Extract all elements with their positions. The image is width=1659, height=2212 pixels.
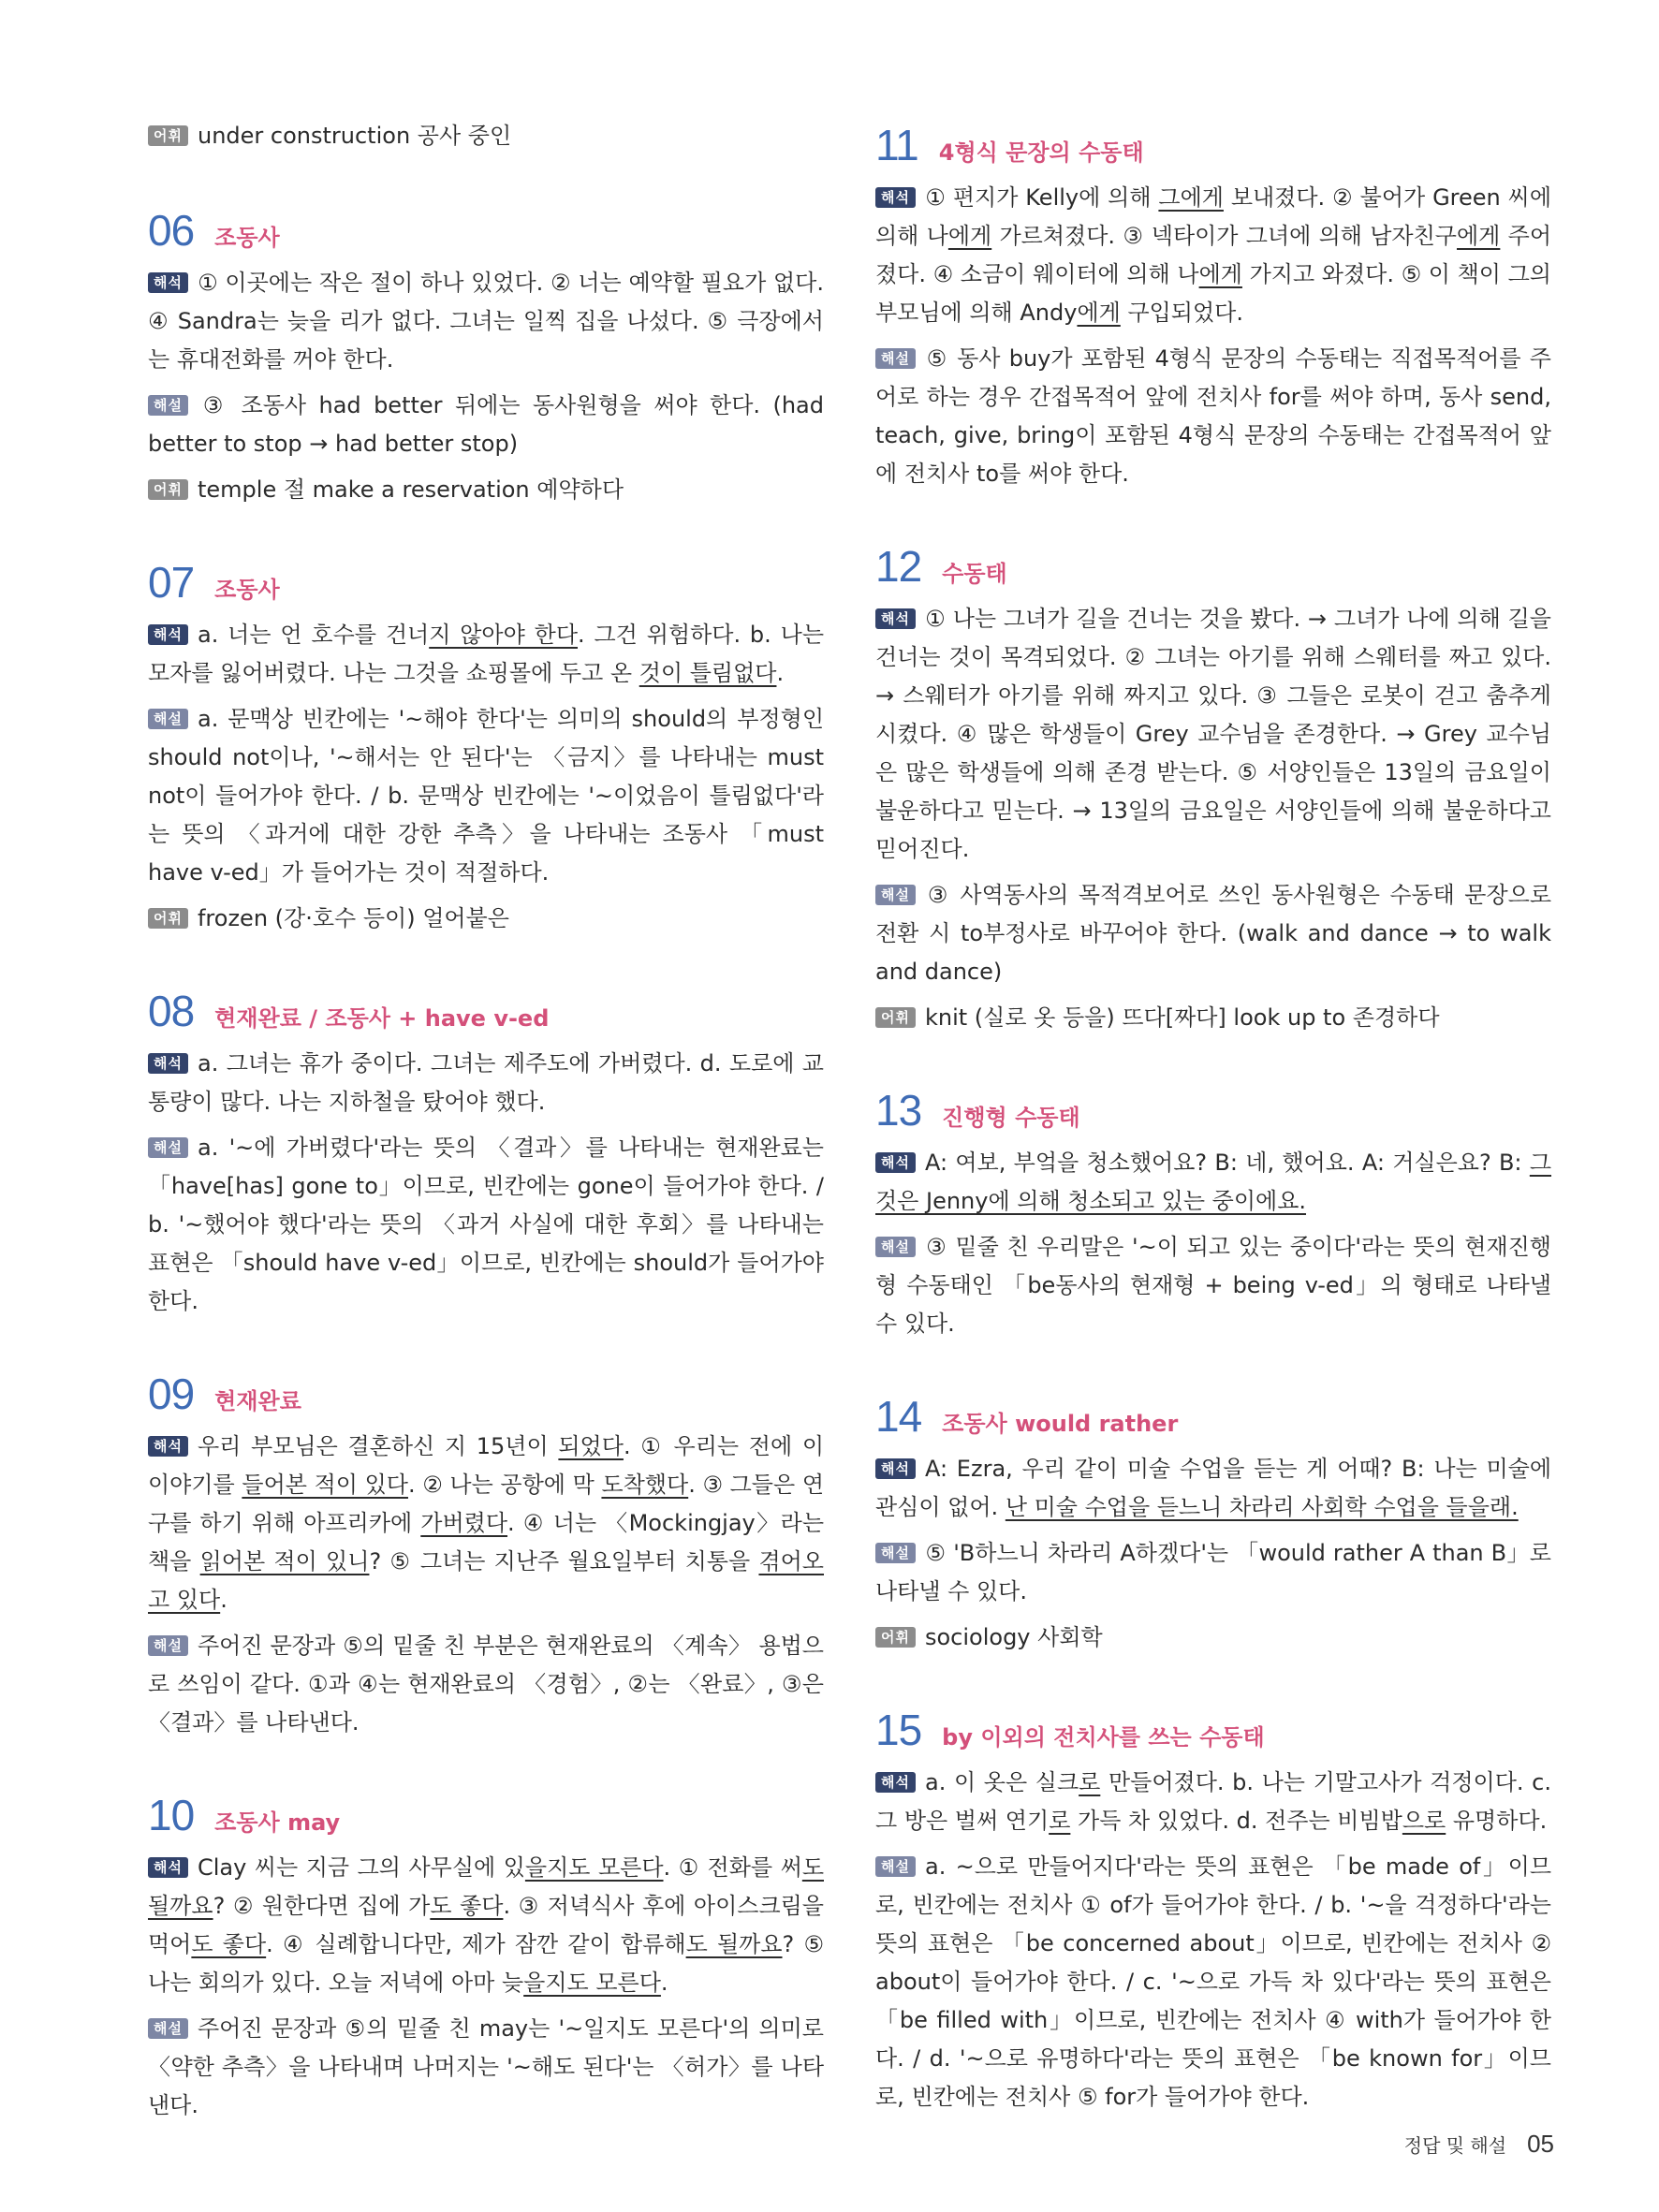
underlined-text: 되었다 bbox=[558, 1433, 624, 1459]
vocab-text: frozen (강·호수 등이) 얼어붙은 bbox=[197, 905, 509, 931]
text: ? ⑤ 그녀는 지난주 월요일부터 치통을 bbox=[369, 1548, 759, 1575]
explanation-text: a. '~에 가버렸다'라는 뜻의 〈결과〉를 나타내는 현재완료는 「have[has] gone to」이므로, 빈칸에는 gone이 들어가야 한다. / b. '~했어야 했다'라는 뜻의 〈과거 사실에 대한 후회〉를 나타내는 표현은 「should have v-ed」이므로, 빈칸에는 should가 들어가야 한다. bbox=[148, 1135, 824, 1314]
vocab-text: temple 절 make a reservation 예약하다 bbox=[197, 476, 624, 503]
explanation-paragraph bbox=[148, 2010, 824, 2125]
section-heading bbox=[875, 1082, 1551, 1138]
section-heading bbox=[148, 983, 824, 1039]
text: 가득 차 있었다. d. 전주는 비빔밥 bbox=[1070, 1808, 1402, 1834]
section-11 bbox=[875, 117, 1551, 493]
translation-paragraph bbox=[875, 1144, 1551, 1221]
explanation-paragraph bbox=[875, 1848, 1551, 2117]
explanation-text: a. ~으로 만들어지다'라는 뜻의 표현은 「be made of」이므로, 빈칸에는 전치사 ① of가 들어가야 한다. / b. '~을 걱정하다'라는 뜻의 표현은 「be concerned about」이므로, 빈칸에는 전치사 ② about이 들어가야 한다. / c. '~으로 가득 차 있다'라는 뜻의 표현은 「be filled with」이므로, 빈칸에는 전치사 ④ with가 들어가야 한다. / d. '~으로 유명하다'라는 뜻의 표현은 「be known for」이므로, 빈칸에는 전치사 ⑤ for가 들어가야 한다. bbox=[875, 1853, 1551, 2110]
translation-paragraph bbox=[875, 1450, 1551, 1527]
explanation-badge: 해설 bbox=[148, 709, 188, 729]
vocab-badge: 어휘 bbox=[875, 1007, 916, 1028]
section-title: by 이외의 전치사를 쓰는 수동태 bbox=[942, 1724, 1265, 1751]
section-10 bbox=[148, 1787, 824, 2125]
explanation-text: ③ 밑줄 친 우리말은 '~이 되고 있는 중이다'라는 뜻의 현재진행형 수동태인 「be동사의 현재형 + being v-ed」의 형태로 나타낼 수 있다. bbox=[875, 1234, 1551, 1337]
underlined-text: 에게 bbox=[1077, 300, 1121, 326]
explanation-text: 주어진 문장과 ⑤의 밑줄 친 may는 '~일지도 모른다'의 의미로 〈약한 추측〉을 나타내며 나머지는 '~해도 된다'는 〈허가〉를 나타낸다. bbox=[148, 2015, 824, 2118]
underlined-text: 겪어오고 있다 bbox=[148, 1548, 824, 1613]
vocab-paragraph bbox=[148, 900, 824, 938]
section-title: 진행형 수동태 bbox=[942, 1105, 1080, 1131]
explanation-paragraph bbox=[148, 1627, 824, 1742]
section-title: 조동사 would rather bbox=[942, 1411, 1179, 1437]
translation-badge: 해석 bbox=[148, 1053, 188, 1074]
explanation-paragraph bbox=[148, 700, 824, 892]
section-number: 14 bbox=[875, 1392, 922, 1441]
text: . 그건 위험하다. b. 나는 모자를 잃어버렸다. 나는 그것을 쇼핑몰에 두고 온 bbox=[148, 622, 825, 686]
underlined-text: 에게 bbox=[1198, 261, 1242, 287]
explanation-paragraph bbox=[875, 1228, 1551, 1343]
section-07 bbox=[148, 554, 824, 938]
text: 가르쳐졌다. ③ 넥타이가 그녀에 의해 남자친구 bbox=[991, 223, 1457, 249]
translation-badge: 해석 bbox=[875, 1458, 916, 1479]
section-14 bbox=[875, 1388, 1551, 1657]
page-number: 05 bbox=[1527, 2130, 1554, 2158]
vocab-badge: 어휘 bbox=[148, 125, 188, 146]
explanation-badge: 해설 bbox=[148, 1635, 188, 1656]
underlined-text: 에게 bbox=[947, 223, 992, 249]
text: 주어졌다. ④ 소금이 웨이터에 의해 나 bbox=[875, 223, 1552, 287]
explanation-badge: 해설 bbox=[148, 1137, 188, 1158]
text: . ① 우리는 전에 이 이야기를 bbox=[148, 1433, 825, 1498]
underlined-text: 도 좋다 bbox=[430, 1893, 504, 1919]
underlined-text: 도착했다 bbox=[601, 1472, 689, 1498]
right-column bbox=[875, 117, 1551, 2161]
translation-badge: 해석 bbox=[875, 1772, 916, 1793]
text: A: 여보, 부엌을 청소했어요? B: 네, 했어요. A: 거실은요? B: bbox=[924, 1150, 1530, 1176]
section-heading bbox=[875, 117, 1551, 173]
text: a. 이 옷은 실크 bbox=[924, 1769, 1079, 1795]
explanation-paragraph bbox=[148, 1129, 824, 1321]
section-06 bbox=[148, 202, 824, 509]
translation-paragraph bbox=[148, 1428, 824, 1619]
underlined-text: 으로 bbox=[1402, 1808, 1446, 1834]
translation-paragraph bbox=[875, 600, 1551, 869]
underlined-text: 지 않아야 한다 bbox=[429, 622, 579, 648]
underlined-text: 로 bbox=[1049, 1808, 1071, 1834]
section-09 bbox=[148, 1366, 824, 1742]
translation-paragraph bbox=[148, 1849, 824, 2002]
section-heading bbox=[148, 1787, 824, 1843]
underlined-text: 난 미술 수업을 듣느니 차라리 사회학 수업을 들을래. bbox=[1005, 1494, 1519, 1520]
vocab-badge: 어휘 bbox=[148, 908, 188, 929]
section-number: 13 bbox=[875, 1086, 922, 1135]
section-heading bbox=[875, 538, 1551, 594]
vocab-paragraph bbox=[875, 1619, 1551, 1657]
section-number: 07 bbox=[148, 558, 195, 607]
section-number: 06 bbox=[148, 206, 195, 255]
text: ① 편지가 Kelly에 의해 bbox=[924, 184, 1159, 211]
underlined-text: 가버렸다 bbox=[420, 1510, 508, 1536]
section-heading bbox=[148, 554, 824, 610]
text: 보내졌다. ② 불어가 Green 씨에 의해 나 bbox=[875, 184, 1551, 249]
vocab-text: sociology 사회학 bbox=[924, 1624, 1103, 1650]
translation-paragraph bbox=[148, 616, 824, 693]
text: ? ⑤ 나는 회의가 있다. 오늘 저녁에 아마 늦 bbox=[148, 1931, 824, 1996]
footer-label: 정답 및 해설 bbox=[1403, 2134, 1507, 2157]
underlined-text: 을지도 모른다 bbox=[523, 1970, 661, 1996]
text: 가지고 와졌다. ⑤ 이 책이 그의 부모님에 의해 Andy bbox=[875, 261, 1551, 326]
translation-badge: 해석 bbox=[148, 272, 188, 293]
explanation-badge: 해설 bbox=[875, 1856, 916, 1877]
translation-badge: 해석 bbox=[148, 624, 188, 645]
explanation-text: 주어진 문장과 ⑤의 밑줄 친 부분은 현재완료의 〈계속〉 용법으로 쓰임이 같다. ①과 ④는 현재완료의 〈경험〉, ②는 〈완료〉, ③은 〈결과〉를 나타낸다. bbox=[148, 1633, 824, 1736]
text: . bbox=[776, 660, 785, 686]
translation-text: ① 이곳에는 작은 절이 하나 있었다. ② 너는 예약할 필요가 없다. ④ Sandra는 늦을 리가 없다. 그녀는 일찍 집을 나섰다. ⑤ 극장에서는 휴대전화를 꺼야 한다. bbox=[148, 270, 824, 373]
text: a. 너는 언 호수를 건너 bbox=[197, 622, 430, 648]
section-title: 조동사 bbox=[214, 225, 280, 251]
translation-paragraph bbox=[148, 264, 824, 379]
section-title: 수동태 bbox=[942, 561, 1007, 587]
section-title: 현재완료 / 조동사 + have v-ed bbox=[214, 1005, 550, 1032]
section-15 bbox=[875, 1702, 1551, 2117]
translation-badge: 해석 bbox=[148, 1436, 188, 1457]
translation-badge: 해석 bbox=[875, 1152, 916, 1173]
section-heading bbox=[875, 1388, 1551, 1444]
section-title: 조동사 bbox=[214, 577, 280, 603]
explanation-badge: 해설 bbox=[148, 395, 188, 416]
underlined-text: 도 될까요 bbox=[685, 1931, 783, 1957]
explanation-paragraph bbox=[148, 387, 824, 463]
explanation-text: ③ 조동사 had better 뒤에는 동사원형을 써야 한다. (had better to stop → had better stop) bbox=[148, 392, 824, 457]
vocab-line bbox=[148, 117, 824, 155]
explanation-paragraph bbox=[875, 1534, 1551, 1611]
explanation-badge: 해설 bbox=[875, 1237, 916, 1257]
translation-paragraph bbox=[875, 1764, 1551, 1840]
underlined-text: 읽어본 적이 있니 bbox=[199, 1548, 370, 1575]
vocab-text: under construction 공사 중인 bbox=[197, 123, 512, 149]
underlined-text: 그것은 Jenny에 의해 청소되고 있는 중이에요. bbox=[875, 1150, 1551, 1214]
translation-badge: 해석 bbox=[148, 1857, 188, 1878]
text: ? ② 원한다면 집에 가 bbox=[213, 1893, 431, 1919]
explanation-badge: 해설 bbox=[148, 2018, 188, 2039]
explanation-badge: 해설 bbox=[875, 1543, 916, 1563]
explanation-paragraph bbox=[875, 340, 1551, 493]
text: . ④ 너는 〈Mockingjay〉라는 책을 bbox=[148, 1510, 824, 1575]
left-column bbox=[148, 117, 824, 2170]
text: Clay 씨는 지금 그의 사무실에 있 bbox=[197, 1854, 525, 1881]
section-heading bbox=[875, 1702, 1551, 1758]
explanation-badge: 해설 bbox=[875, 348, 916, 369]
section-12 bbox=[875, 538, 1551, 1037]
text: . ④ 실례합니다만, 제가 잠깐 같이 합류해 bbox=[266, 1931, 686, 1957]
text: 구입되었다. bbox=[1120, 300, 1243, 326]
section-heading bbox=[148, 1366, 824, 1422]
section-title: 4형식 문장의 수동태 bbox=[938, 139, 1144, 166]
underlined-text: 로 bbox=[1079, 1769, 1101, 1795]
text: 유명하다. bbox=[1446, 1808, 1548, 1834]
translation-paragraph bbox=[148, 1045, 824, 1121]
underlined-text: 그에게 bbox=[1158, 184, 1224, 211]
section-number: 10 bbox=[148, 1791, 195, 1839]
section-08 bbox=[148, 983, 824, 1321]
text: . ③ 그들은 연구를 하기 위해 아프리카에 bbox=[148, 1472, 824, 1536]
text: . bbox=[220, 1587, 228, 1613]
text: 우리 부모님은 결혼하신 지 15년이 bbox=[197, 1433, 559, 1459]
page-footer bbox=[1404, 2130, 1554, 2159]
translation-badge: 해석 bbox=[875, 187, 916, 208]
text: . ③ 저녁식사 후에 아이스크림을 먹어 bbox=[148, 1893, 824, 1957]
section-number: 12 bbox=[875, 542, 922, 591]
vocab-badge: 어휘 bbox=[148, 479, 188, 500]
underlined-text: 것이 틀림없다 bbox=[639, 660, 777, 686]
underlined-text: 에게 bbox=[1456, 223, 1501, 249]
explanation-paragraph bbox=[875, 876, 1551, 991]
vocab-paragraph bbox=[875, 999, 1551, 1037]
vocab-badge: 어휘 bbox=[875, 1627, 916, 1648]
text: . ① 전화를 써 bbox=[663, 1854, 802, 1881]
text: . bbox=[660, 1970, 668, 1996]
explanation-text: ③ 사역동사의 목적격보어로 쓰인 동사원형은 수동태 문장으로 전환 시 to부정사로 바꾸어야 한다. (walk and dance → to walk and dance) bbox=[875, 882, 1551, 985]
underlined-text: 도 좋다 bbox=[191, 1931, 267, 1957]
section-number: 15 bbox=[875, 1706, 922, 1754]
translation-badge: 해석 bbox=[875, 608, 916, 629]
text: 만들어졌다. b. 나는 기말고사가 걱정이다. c. 그 방은 벌써 연기 bbox=[875, 1769, 1551, 1834]
explanation-text: a. 문맥상 빈칸에는 '~해야 한다'는 의미의 should의 부정형인 should not이나, '~해서는 안 된다'는 〈금지〉를 나타내는 must not이 들어가야 한다. / b. 문맥상 빈칸에는 '~이었음이 틀림없다'라는 뜻의 〈과거에 대한 강한 추측〉을 나타내는 조동사 「must have v-ed」가 들어가는 것이 적절하다. bbox=[148, 706, 824, 886]
section-13 bbox=[875, 1082, 1551, 1343]
translation-text: a. 그녀는 휴가 중이다. 그녀는 제주도에 가버렸다. d. 도로에 교통량이 많다. 나는 지하철을 탔어야 했다. bbox=[148, 1050, 824, 1115]
translation-text: ① 나는 그녀가 길을 건너는 것을 봤다. → 그녀가 나에 의해 길을 건너는 것이 목격되었다. ② 그녀는 아기를 위해 스웨터를 짜고 있다. → 스웨터가 아기를 위해 짜지고 있다. ③ 그들은 로봇이 걷고 춤추게 시켰다. ④ 많은 학생들이 Grey 교수님을 존경한다. → Grey 교수님은 많은 학생들에 의해 존경 받는다. ⑤ 서양인들은 13일의 금요일이 불운하다고 믿는다. → 13일의 금요일은 서양인들에 의해 불운하다고 믿어진다. bbox=[875, 606, 1551, 862]
translation-paragraph bbox=[875, 179, 1551, 332]
explanation-text: ⑤ 동사 buy가 포함된 4형식 문장의 수동태는 직접목적어를 주어로 하는 경우 간접목적어 앞에 전치사 for를 써야 하며, 동사 send, teach, give, bring이 포함된 4형식 문장의 수동태는 간접목적어 앞에 전치사 to를 써야 한다. bbox=[875, 345, 1551, 487]
section-number: 09 bbox=[148, 1370, 195, 1418]
explanation-badge: 해설 bbox=[875, 885, 916, 905]
underlined-text: 을지도 모른다 bbox=[524, 1854, 664, 1881]
vocab-paragraph bbox=[148, 471, 824, 509]
vocab-text: knit (실로 옷 등을) 뜨다[짜다] look up to 존경하다 bbox=[924, 1004, 1440, 1031]
section-title: 현재완료 bbox=[214, 1388, 301, 1414]
explanation-text: ⑤ 'B하느니 차라리 A하겠다'는 「would rather A than B」로 나타낼 수 있다. bbox=[875, 1540, 1551, 1604]
text: . ② 나는 공항에 막 bbox=[407, 1472, 602, 1498]
text: A: Ezra, 우리 같이 미술 수업을 듣는 게 어때? B: 나는 미술에 관심이 없어. bbox=[875, 1456, 1551, 1520]
section-number: 11 bbox=[875, 121, 918, 169]
section-heading bbox=[148, 202, 824, 258]
underlined-text: 도 될까요 bbox=[148, 1854, 824, 1919]
section-number: 08 bbox=[148, 987, 195, 1035]
section-title: 조동사 may bbox=[214, 1809, 341, 1836]
underlined-text: 들어본 적이 있다 bbox=[242, 1472, 408, 1498]
